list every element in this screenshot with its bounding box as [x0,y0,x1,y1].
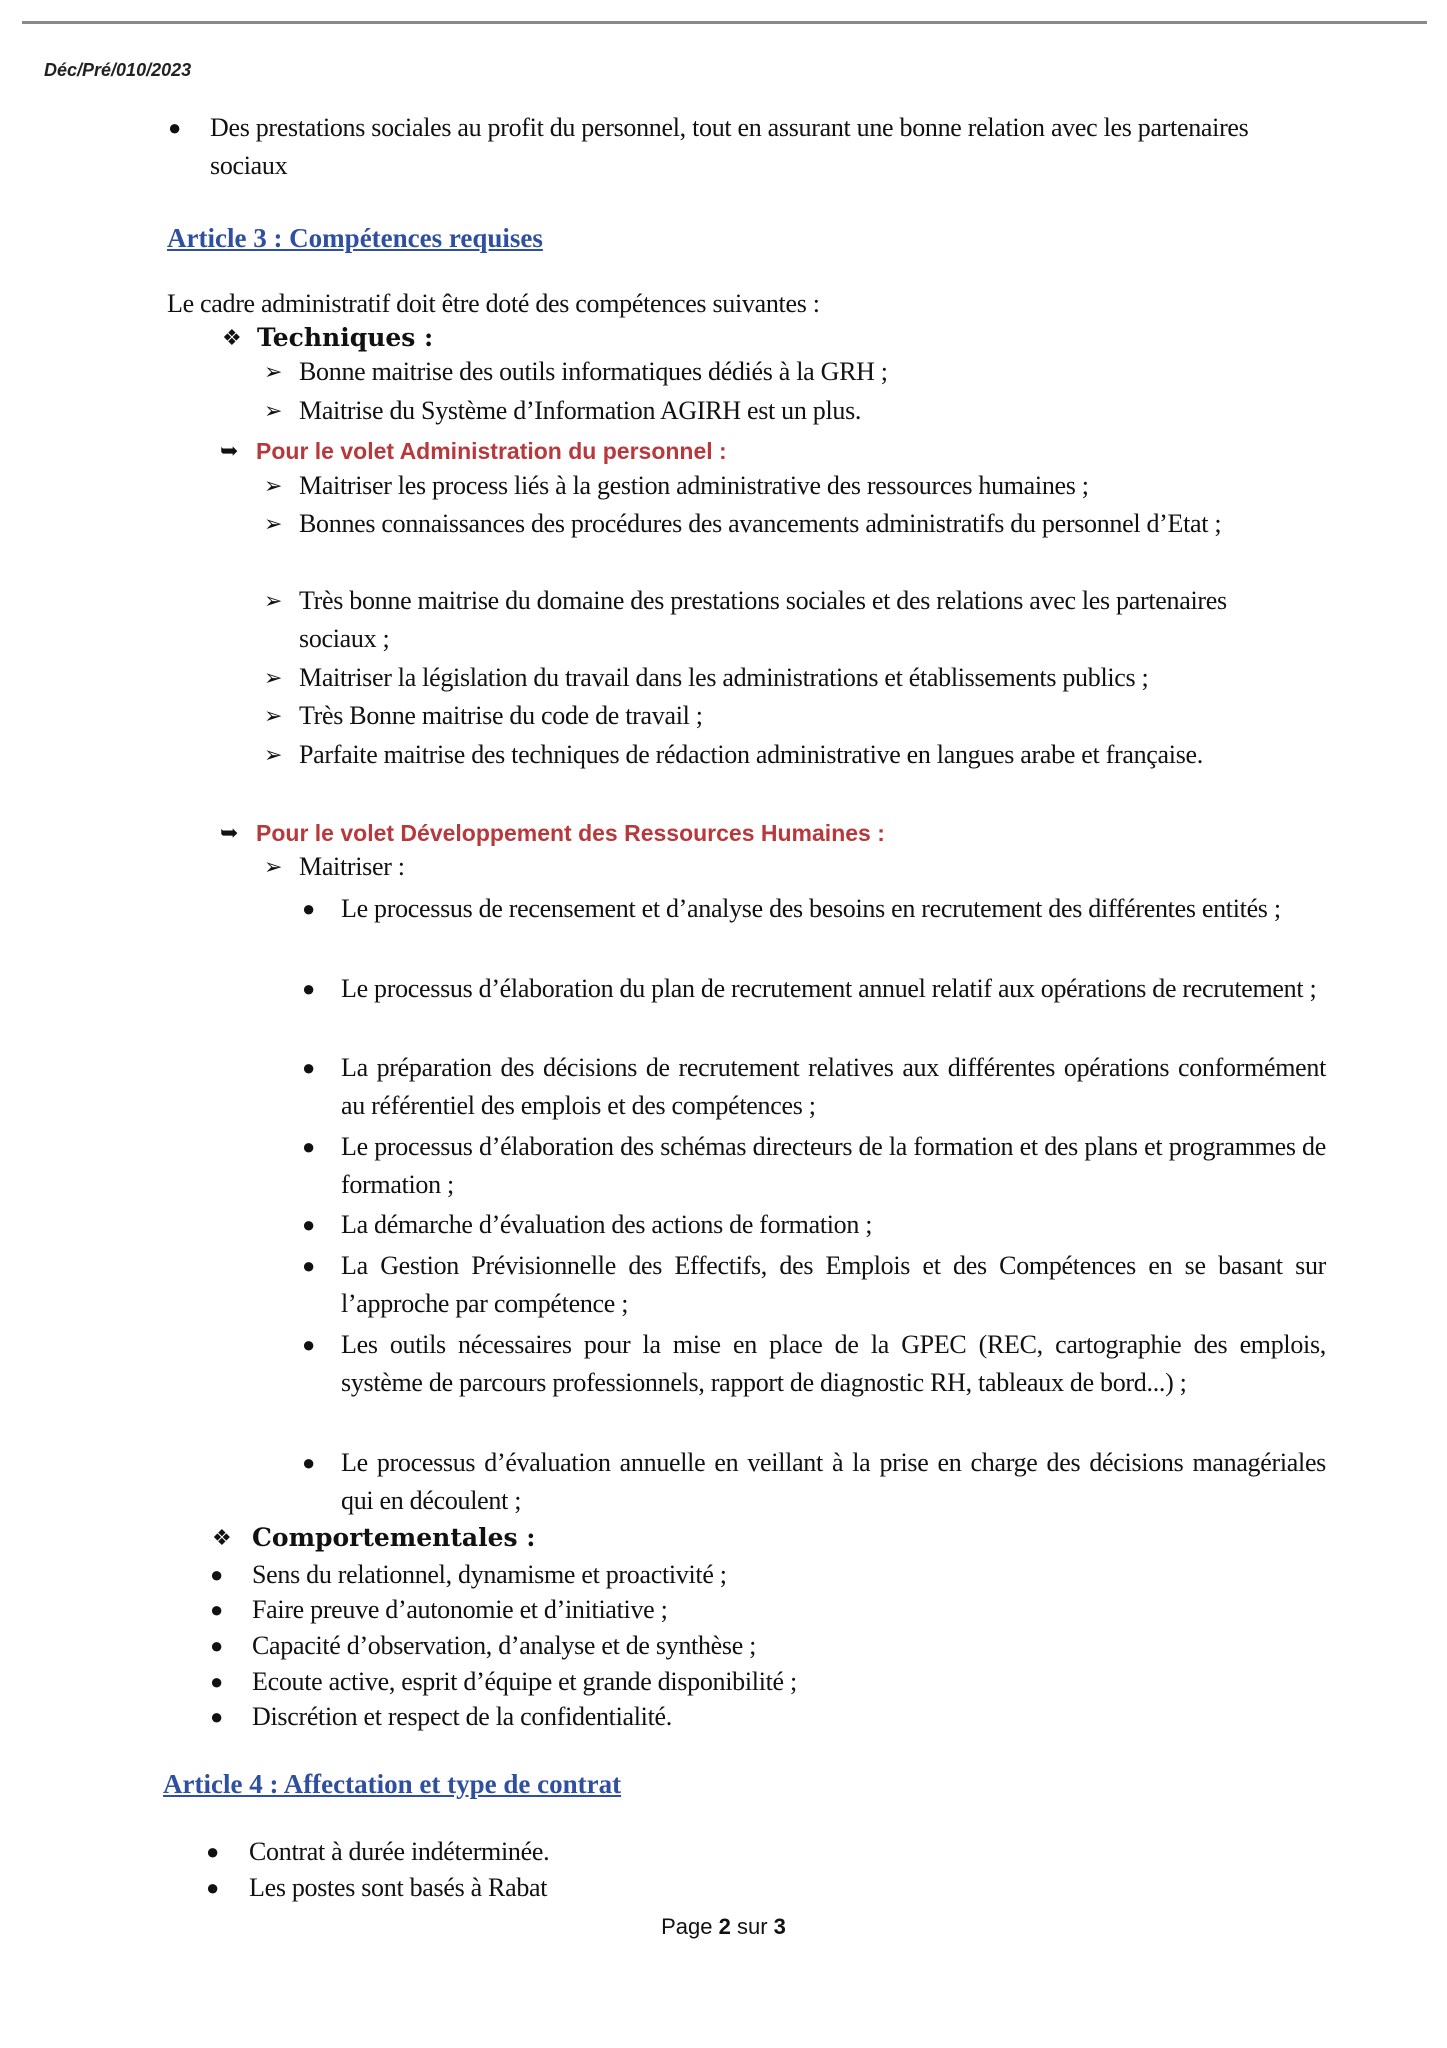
list-item: La préparation des décisions de recrutement relatives aux différentes opérations conformément au référentiel des emplois et des compétences ; [341,1053,1326,1120]
bullet-icon: ● [168,115,182,140]
list-item: Le processus d’élaboration du plan de recrutement annuel relatif aux opérations de recrutement ; [341,974,1317,1003]
diamond-bullet-icon: ❖ [222,325,242,350]
list-item: Très bonne maitrise du domaine des prestations sociales et des relations avec les partenaires sociaux ; [299,586,1227,653]
list-item: Sens du relationnel, dynamisme et proactivité ; [252,1560,727,1589]
list-item: Bonne maitrise des outils informatiques dédiés à la GRH ; [299,357,888,386]
diamond-bullet-icon: ❖ [212,1525,232,1550]
arrowhead-bullet-icon: ➢ [264,473,283,498]
bullet-icon: ● [302,1212,316,1237]
list-item: Bonnes connaissances des procédures des avancements administratifs du personnel d’Etat ; [299,509,1222,538]
bullet-icon: ● [302,1055,316,1080]
comportementales-title: Comportementales : [252,1523,536,1552]
arrowhead-bullet-icon: ➢ [264,854,283,879]
article4-title: Article 4 : Affectation et type de contrat [163,1769,622,1799]
bullet-icon: ● [302,976,316,1001]
dev-lead: Maitriser : [299,852,405,881]
list-item: La démarche d’évaluation des actions de formation ; [341,1210,873,1239]
arrowhead-bullet-icon: ➢ [264,359,283,384]
list-item: Contrat à durée indéterminée. [249,1837,550,1866]
techniques-title: Techniques : [257,323,434,352]
bullet-icon: ● [302,1450,316,1475]
list-item: Capacité d’observation, d’analyse et de synthèse ; [252,1631,757,1660]
admin-section-title: Pour le volet Administration du personnel : [256,438,727,464]
list-item: La Gestion Prévisionnelle des Effectifs, des Emplois et des Compétences en se basant sur l’approche par compétence ; [341,1251,1326,1318]
list-item: Le processus d’élaboration des schémas directeurs de la formation et des plans et programmes de formation ; [341,1132,1326,1199]
list-item: Ecoute active, esprit d’équipe et grande disponibilité ; [252,1667,797,1696]
bullet-icon: ● [210,1669,224,1694]
list-item: Très Bonne maitrise du code de travail ; [299,701,703,730]
bullet-icon: ● [210,1633,224,1658]
bullet-icon: ● [210,1597,224,1622]
arrowhead-bullet-icon: ➢ [264,665,283,690]
page-number [0,1914,1447,1940]
list-item: Faire preuve d’autonomie et d’initiative ; [252,1595,668,1624]
bullet-icon: ● [206,1875,220,1900]
dev-section-title: Pour le volet Développement des Ressources Humaines : [256,820,885,846]
bullet-icon: ● [206,1839,220,1864]
list-item: Les outils nécessaires pour la mise en place de la GPEC (REC, cartographie des emplois, système de parcours professionnels, rapport de diagnostic RH, tableaux de bord...) ; [341,1330,1326,1397]
article3-title: Article 3 : Compétences requises [167,223,543,253]
list-item: Discrétion et respect de la confidentialité. [252,1702,672,1731]
arrow-hand-icon: ➥ [220,438,239,463]
arrowhead-bullet-icon: ➢ [264,588,283,613]
total-pages: 3 [773,1914,786,1939]
arrowhead-bullet-icon: ➢ [264,703,283,728]
bullet-icon: ● [210,1704,224,1729]
list-item: Maitrise du Système d’Information AGIRH est un plus. [299,396,862,425]
article3-intro: Le cadre administratif doit être doté des compétences suivantes : [167,289,820,318]
arrowhead-bullet-icon: ➢ [264,742,283,767]
bullet-icon: ● [302,1253,316,1278]
list-item: Maitriser les process liés à la gestion administrative des ressources humaines ; [299,471,1089,500]
arrow-hand-icon: ➥ [220,820,239,845]
list-item: Le processus de recensement et d’analyse des besoins en recrutement des différentes entités ; [341,894,1281,923]
bullet-icon: ● [302,1134,316,1159]
intro-bullet-text: Des prestations sociales au profit du personnel, tout en assurant une bonne relation avec les partenaires sociaux [210,113,1249,180]
list-item: Parfaite maitrise des techniques de rédaction administrative en langues arabe et française. [299,740,1203,769]
list-item: Le processus d’évaluation annuelle en veillant à la prise en charge des décisions managériales qui en découlent ; [341,1448,1326,1515]
page-label: Page [661,1914,713,1939]
bullet-icon: ● [302,896,316,921]
page-sep: sur [736,1914,768,1939]
header-rule [22,21,1427,24]
current-page: 2 [718,1914,731,1939]
list-item: Les postes sont basés à Rabat [249,1873,548,1902]
arrowhead-bullet-icon: ➢ [264,511,283,536]
arrowhead-bullet-icon: ➢ [264,398,283,423]
bullet-icon: ● [302,1332,316,1357]
document-reference: Déc/Pré/010/2023 [44,60,192,80]
bullet-icon: ● [210,1562,224,1587]
list-item: Maitriser la législation du travail dans les administrations et établissements publics ; [299,663,1149,692]
